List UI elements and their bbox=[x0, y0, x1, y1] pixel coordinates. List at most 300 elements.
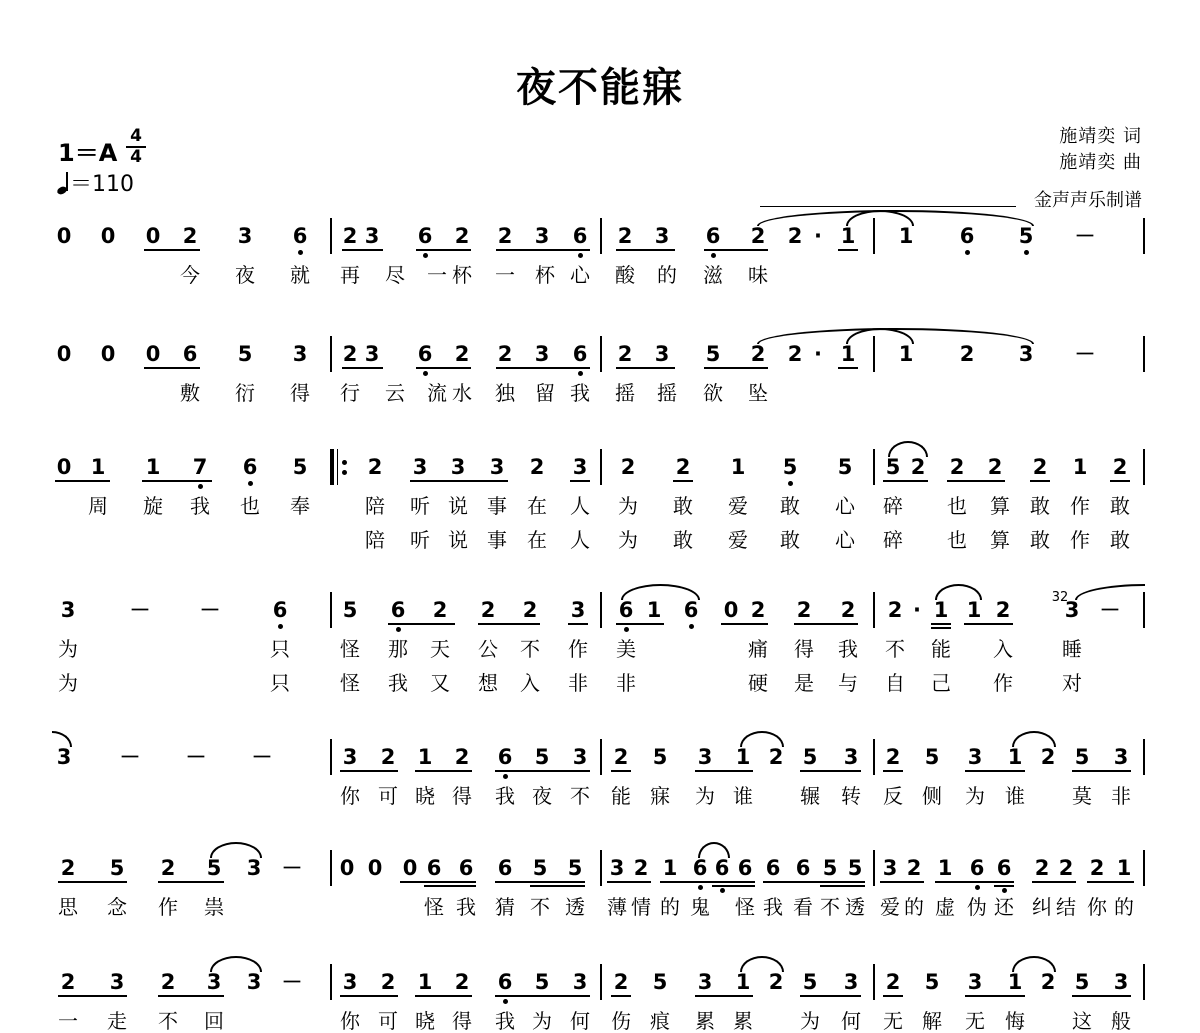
low-octave-dot bbox=[975, 885, 980, 890]
note-2: 2 bbox=[1040, 970, 1056, 994]
lyric-syllable: 薄 bbox=[607, 895, 627, 919]
underline-beam bbox=[570, 480, 590, 482]
note-5: 5 bbox=[652, 970, 668, 994]
slur-arc bbox=[740, 731, 784, 747]
underline-beam bbox=[55, 480, 110, 482]
note-1: 1 bbox=[90, 455, 106, 479]
note-2: 2 bbox=[497, 224, 513, 248]
underline-beam bbox=[838, 249, 858, 251]
lyric-syllable-verse2: 只 bbox=[270, 671, 290, 695]
note-1: 1 bbox=[662, 856, 678, 880]
lyric-syllable-verse2: 敢 bbox=[780, 528, 800, 552]
note-6: 6 bbox=[705, 224, 721, 248]
note-6: 6 bbox=[497, 745, 513, 769]
lyric-syllable: 我 bbox=[495, 784, 515, 808]
underline-beam bbox=[1072, 995, 1131, 997]
note-0: 0 bbox=[339, 856, 355, 880]
note-3: 3 bbox=[1113, 970, 1129, 994]
bar-line bbox=[1143, 739, 1145, 775]
lyric-syllable: 还 bbox=[994, 895, 1014, 919]
tie-in-arc bbox=[52, 731, 72, 747]
lyric-syllable: 不 bbox=[570, 784, 590, 808]
bar-line bbox=[330, 218, 332, 254]
lyric-syllable: 留 bbox=[535, 381, 555, 405]
note-2: 2 bbox=[620, 455, 636, 479]
note-2: 2 bbox=[633, 856, 649, 880]
note-2: 2 bbox=[885, 745, 901, 769]
note-0: 0 bbox=[723, 598, 739, 622]
lyric-syllable-verse2: 又 bbox=[430, 671, 450, 695]
note-5: 5 bbox=[237, 342, 253, 366]
underline-beam bbox=[158, 995, 224, 997]
note-2: 2 bbox=[342, 224, 358, 248]
bar-line bbox=[873, 850, 875, 886]
underline-beam bbox=[568, 623, 588, 625]
note-2: 2 bbox=[750, 598, 766, 622]
note-3: 3 bbox=[364, 224, 380, 248]
note-1: 1 bbox=[840, 224, 856, 248]
double-underline-beam bbox=[424, 885, 476, 887]
note-2: 2 bbox=[949, 455, 965, 479]
note-3: 3 bbox=[292, 342, 308, 366]
bar-line bbox=[1143, 336, 1145, 372]
underline-beam bbox=[144, 249, 200, 251]
note-5: 5 bbox=[705, 342, 721, 366]
bar-line bbox=[600, 739, 602, 775]
note-2: 2 bbox=[613, 970, 629, 994]
note-1: 1 bbox=[937, 856, 953, 880]
underline-beam bbox=[800, 995, 861, 997]
slur-arc bbox=[210, 842, 262, 858]
lyric-syllable: 就 bbox=[290, 263, 310, 287]
lyric-syllable-verse2: 硬 bbox=[748, 671, 768, 695]
note-5: 5 bbox=[109, 856, 125, 880]
low-octave-dot bbox=[423, 371, 428, 376]
lyric-syllable: 我 bbox=[190, 494, 210, 518]
underline-beam bbox=[144, 367, 200, 369]
underline-beam bbox=[495, 770, 590, 772]
note-3: 3 bbox=[534, 224, 550, 248]
lyric-syllable: 走 bbox=[107, 1009, 127, 1033]
lyric-syllable-verse2: 入 bbox=[520, 671, 540, 695]
note-1: 1 bbox=[417, 970, 433, 994]
lyric-syllable: 晓 bbox=[415, 784, 435, 808]
note-2: 2 bbox=[454, 745, 470, 769]
underline-beam bbox=[763, 881, 865, 883]
lyric-syllable: 痕 bbox=[650, 1009, 670, 1033]
bar-line bbox=[873, 449, 875, 485]
meter-top: 4 bbox=[130, 126, 142, 146]
note-3: 3 bbox=[609, 856, 625, 880]
note-2: 2 bbox=[60, 970, 76, 994]
lyric-syllable: 心 bbox=[835, 494, 855, 518]
low-octave-dot bbox=[720, 888, 725, 893]
lyric-syllable: 旋 bbox=[143, 494, 163, 518]
note-1: 1 bbox=[1072, 455, 1088, 479]
lyric-syllable: 能 bbox=[611, 784, 631, 808]
lyric-syllable: 怪 bbox=[735, 895, 755, 919]
lyric-syllable: 我 bbox=[838, 637, 858, 661]
lyric-syllable: 酸 bbox=[615, 263, 635, 287]
lyric-syllable: 回 bbox=[204, 1009, 224, 1033]
lyric-syllable: 周 bbox=[88, 494, 108, 518]
low-octave-dot bbox=[578, 253, 583, 258]
lyric-syllable: 心 bbox=[570, 263, 590, 287]
slur-arc bbox=[740, 956, 784, 972]
underline-beam bbox=[935, 881, 1014, 883]
note-2: 2 bbox=[750, 342, 766, 366]
slur-arc bbox=[210, 956, 262, 972]
bar-line bbox=[1143, 964, 1145, 1000]
lyric-syllable: 这 bbox=[1072, 1009, 1092, 1033]
note-3: 3 bbox=[654, 342, 670, 366]
note-1: 1 bbox=[646, 598, 662, 622]
bar-line bbox=[330, 964, 332, 1000]
double-underline-beam bbox=[994, 885, 1014, 887]
tie-out-arc bbox=[1075, 584, 1145, 600]
lyric-syllable: 为 bbox=[58, 637, 78, 661]
lyric-syllable: 累 bbox=[695, 1009, 715, 1033]
note-0: 0 bbox=[145, 224, 161, 248]
low-octave-dot bbox=[396, 627, 401, 632]
lyric-syllable-verse2: 与 bbox=[838, 671, 858, 695]
underline-beam bbox=[495, 881, 585, 883]
underline-beam bbox=[721, 623, 768, 625]
bar-line bbox=[1143, 218, 1145, 254]
lyric-syllable: 说 bbox=[448, 494, 468, 518]
note-1: 1 bbox=[933, 598, 949, 622]
lyric-syllable: 敢 bbox=[780, 494, 800, 518]
lyric-syllable: 为 bbox=[532, 1009, 552, 1033]
slur-arc bbox=[1012, 956, 1056, 972]
note-5: 5 bbox=[342, 598, 358, 622]
lyric-syllable: 敢 bbox=[673, 494, 693, 518]
lyric-syllable: 我 bbox=[763, 895, 783, 919]
note-5: 5 bbox=[292, 455, 308, 479]
note-5: 5 bbox=[1018, 224, 1034, 248]
lyric-syllable-verse2: 为 bbox=[618, 528, 638, 552]
underline-beam bbox=[660, 881, 755, 883]
bar-line bbox=[873, 964, 875, 1000]
note-0: 0 bbox=[402, 856, 418, 880]
lyric-syllable: 作 bbox=[158, 895, 178, 919]
low-octave-dot bbox=[198, 484, 203, 489]
lyric-syllable: 云 bbox=[385, 381, 405, 405]
note-2: 2 bbox=[454, 224, 470, 248]
underline-beam bbox=[415, 770, 472, 772]
note-6: 6 bbox=[714, 856, 730, 880]
low-octave-dot bbox=[624, 627, 629, 632]
note-6: 6 bbox=[426, 856, 442, 880]
note-3: 3 bbox=[237, 224, 253, 248]
note-2: 2 bbox=[454, 342, 470, 366]
lyric-syllable: 结 bbox=[1056, 895, 1076, 919]
lyric-syllable: 奉 bbox=[290, 494, 310, 518]
lyric-syllable: 伪 bbox=[967, 895, 987, 919]
note-0: 0 bbox=[100, 342, 116, 366]
note-2: 2 bbox=[454, 970, 470, 994]
note-6: 6 bbox=[182, 342, 198, 366]
note-2: 2 bbox=[160, 970, 176, 994]
lyric-syllable-verse2: 心 bbox=[835, 528, 855, 552]
lyric-syllable: 般 bbox=[1111, 1009, 1131, 1033]
grace-notes: 32 bbox=[1051, 590, 1069, 605]
lyric-syllable: 得 bbox=[290, 381, 310, 405]
low-octave-dot bbox=[1024, 250, 1029, 255]
lyric-syllable: 反 bbox=[883, 784, 903, 808]
note-3: 3 bbox=[697, 745, 713, 769]
note-2: 2 bbox=[675, 455, 691, 479]
underline-beam bbox=[838, 367, 858, 369]
note-5: 5 bbox=[532, 856, 548, 880]
note-5: 5 bbox=[534, 970, 550, 994]
note-3: 3 bbox=[109, 970, 125, 994]
engraver-credit: 金声声乐制谱 bbox=[1034, 190, 1142, 211]
header-rule bbox=[760, 206, 1016, 207]
note-1: 1 bbox=[145, 455, 161, 479]
note-3: 3 bbox=[342, 745, 358, 769]
note-2: 2 bbox=[432, 598, 448, 622]
note-6: 6 bbox=[959, 224, 975, 248]
bar-line bbox=[600, 592, 602, 628]
lyric-syllable-verse2: 事 bbox=[487, 528, 507, 552]
lyric-syllable: 谁 bbox=[1005, 784, 1025, 808]
lyric-syllable: 可 bbox=[378, 784, 398, 808]
note-5: 5 bbox=[924, 745, 940, 769]
note-6: 6 bbox=[572, 224, 588, 248]
sustain-dash: － bbox=[281, 970, 303, 994]
note-2: 2 bbox=[613, 745, 629, 769]
lyric-syllable: 今 bbox=[180, 263, 200, 287]
lyric-syllable: 寐 bbox=[650, 784, 670, 808]
lyric-syllable: 悔 bbox=[1005, 1009, 1025, 1033]
lyricist-credit: 施靖奕 词 bbox=[1059, 126, 1142, 147]
lyric-syllable-verse2: 敢 bbox=[673, 528, 693, 552]
note-6: 6 bbox=[765, 856, 781, 880]
underline-beam bbox=[58, 881, 127, 883]
note-3: 3 bbox=[1018, 342, 1034, 366]
note-2: 2 bbox=[995, 598, 1011, 622]
lyric-syllable: 也 bbox=[947, 494, 967, 518]
lyric-syllable: 不 bbox=[885, 637, 905, 661]
underline-beam bbox=[478, 623, 540, 625]
lyric-syllable-verse2: 人 bbox=[570, 528, 590, 552]
double-underline-beam bbox=[712, 885, 755, 887]
lyric-syllable-verse2: 也 bbox=[947, 528, 967, 552]
lyric-syllable: 何 bbox=[570, 1009, 590, 1033]
note-3: 3 bbox=[450, 455, 466, 479]
lyric-syllable-verse2: 听 bbox=[410, 528, 430, 552]
underline-beam bbox=[158, 881, 224, 883]
repeat-thin-line bbox=[337, 449, 338, 485]
underline-beam bbox=[616, 249, 675, 251]
note-3: 3 bbox=[572, 745, 588, 769]
note-2: 2 bbox=[1034, 856, 1050, 880]
lyric-syllable: 无 bbox=[965, 1009, 985, 1033]
lyric-syllable-verse2: 作 bbox=[1070, 528, 1090, 552]
note-6: 6 bbox=[572, 342, 588, 366]
underline-beam bbox=[495, 995, 590, 997]
note-2: 2 bbox=[1089, 856, 1105, 880]
note-5: 5 bbox=[206, 856, 222, 880]
note-5: 5 bbox=[534, 745, 550, 769]
lyric-syllable-verse2: 碎 bbox=[883, 528, 903, 552]
note-2: 2 bbox=[787, 342, 803, 366]
lyric-syllable-verse2: 为 bbox=[58, 671, 78, 695]
low-octave-dot bbox=[503, 999, 508, 1004]
note-5: 5 bbox=[1074, 745, 1090, 769]
underline-beam bbox=[416, 249, 471, 251]
underline-beam bbox=[607, 881, 651, 883]
tempo-value: ＝110 bbox=[70, 172, 134, 197]
lyric-syllable: 的 bbox=[657, 263, 677, 287]
lyric-syllable-verse2: 说 bbox=[448, 528, 468, 552]
note-3: 3 bbox=[572, 455, 588, 479]
lyric-syllable: 一 bbox=[58, 1009, 78, 1033]
note-3: 3 bbox=[364, 342, 380, 366]
note-1: 1 bbox=[735, 745, 751, 769]
note-3: 3 bbox=[412, 455, 428, 479]
augmentation-dot: · bbox=[814, 224, 822, 248]
bar-line bbox=[873, 739, 875, 775]
lyric-syllable: 只 bbox=[270, 637, 290, 661]
underline-beam bbox=[340, 770, 398, 772]
underline-beam bbox=[400, 881, 476, 883]
note-2: 2 bbox=[887, 598, 903, 622]
note-2: 2 bbox=[497, 342, 513, 366]
lyric-syllable: 美 bbox=[616, 637, 636, 661]
low-octave-dot bbox=[423, 253, 428, 258]
note-1: 1 bbox=[898, 342, 914, 366]
note-2: 2 bbox=[768, 970, 784, 994]
lyric-syllable: 解 bbox=[922, 1009, 942, 1033]
underline-beam bbox=[342, 249, 383, 251]
note-6: 6 bbox=[692, 856, 708, 880]
sustain-dash: － bbox=[185, 745, 207, 769]
lyric-syllable: 天 bbox=[430, 637, 450, 661]
low-octave-dot bbox=[965, 250, 970, 255]
lyric-syllable: 透 bbox=[845, 895, 865, 919]
note-6: 6 bbox=[390, 598, 406, 622]
lyric-syllable: 事 bbox=[487, 494, 507, 518]
underline-beam bbox=[340, 995, 398, 997]
lyric-syllable: 侧 bbox=[922, 784, 942, 808]
sustain-dash: － bbox=[1099, 598, 1121, 622]
lyric-syllable: 不 bbox=[520, 637, 540, 661]
lyric-syllable-verse2: 作 bbox=[993, 671, 1013, 695]
lyric-syllable: 那 bbox=[388, 637, 408, 661]
time-signature bbox=[126, 128, 146, 166]
lyric-syllable: 念 bbox=[107, 895, 127, 919]
lyric-syllable: 猜 bbox=[495, 895, 515, 919]
note-5: 5 bbox=[885, 455, 901, 479]
note-2: 2 bbox=[342, 342, 358, 366]
lyric-syllable: 的 bbox=[660, 895, 680, 919]
lyric-syllable: 祟 bbox=[204, 895, 224, 919]
note-2: 2 bbox=[787, 224, 803, 248]
note-2: 2 bbox=[617, 224, 633, 248]
note-1: 1 bbox=[735, 970, 751, 994]
lyric-syllable: 怪 bbox=[340, 637, 360, 661]
note-6: 6 bbox=[497, 970, 513, 994]
bar-line bbox=[600, 964, 602, 1000]
lyric-syllable-verse2: 敢 bbox=[1110, 528, 1130, 552]
bar-line bbox=[330, 739, 332, 775]
lyric-syllable: 流 bbox=[427, 381, 447, 405]
lyric-syllable: 得 bbox=[794, 637, 814, 661]
underline-beam bbox=[611, 995, 631, 997]
augmentation-dot: · bbox=[913, 598, 921, 622]
lyric-syllable: 陪 bbox=[365, 494, 385, 518]
lyric-syllable: 味 bbox=[748, 263, 768, 287]
lyric-syllable-verse2: 是 bbox=[794, 671, 814, 695]
underline-beam bbox=[695, 770, 753, 772]
bar-line bbox=[330, 336, 332, 372]
tempo-mark bbox=[56, 167, 134, 198]
lyric-syllable: 辗 bbox=[800, 784, 820, 808]
note-3: 3 bbox=[697, 970, 713, 994]
lyric-syllable: 我 bbox=[456, 895, 476, 919]
lyric-syllable: 一 bbox=[427, 263, 447, 287]
underline-beam bbox=[931, 623, 951, 625]
note-7: 7 bbox=[192, 455, 208, 479]
underline-beam bbox=[965, 995, 1025, 997]
underline-beam bbox=[142, 480, 212, 482]
lyric-syllable-verse2: 对 bbox=[1062, 671, 1082, 695]
lyric-syllable: 作 bbox=[1070, 494, 1090, 518]
bar-line bbox=[600, 449, 602, 485]
note-3: 3 bbox=[60, 598, 76, 622]
note-3: 3 bbox=[967, 970, 983, 994]
low-octave-dot bbox=[1002, 888, 1007, 893]
note-1: 1 bbox=[417, 745, 433, 769]
note-3: 3 bbox=[342, 970, 358, 994]
note-2: 2 bbox=[529, 455, 545, 479]
lyric-syllable: 伤 bbox=[611, 1009, 631, 1033]
lyric-syllable: 独 bbox=[495, 381, 515, 405]
note-3: 3 bbox=[56, 745, 72, 769]
repeat-dot bbox=[342, 460, 347, 465]
bar-line bbox=[1143, 449, 1145, 485]
lyric-syllable: 敢 bbox=[1110, 494, 1130, 518]
note-5: 5 bbox=[782, 455, 798, 479]
note-5: 5 bbox=[847, 856, 863, 880]
composer-credit: 施靖奕 曲 bbox=[1059, 152, 1142, 173]
lyric-syllable: 可 bbox=[378, 1009, 398, 1033]
double-underline-beam bbox=[820, 885, 865, 887]
low-octave-dot bbox=[689, 624, 694, 629]
lyric-syllable: 得 bbox=[452, 784, 472, 808]
lyric-syllable: 怪 bbox=[424, 895, 444, 919]
key-signature: 1＝A bbox=[58, 139, 118, 167]
note-5: 5 bbox=[652, 745, 668, 769]
underline-beam bbox=[496, 249, 590, 251]
lyric-syllable-verse2: 非 bbox=[568, 671, 588, 695]
lyric-syllable: 的 bbox=[1114, 895, 1134, 919]
low-octave-dot bbox=[788, 481, 793, 486]
note-2: 2 bbox=[959, 342, 975, 366]
lyric-syllable-verse2: 爱 bbox=[728, 528, 748, 552]
slur-arc bbox=[888, 441, 928, 457]
lyric-syllable: 情 bbox=[631, 895, 651, 919]
lyric-syllable: 也 bbox=[240, 494, 260, 518]
lyric-syllable: 水 bbox=[452, 381, 472, 405]
lyric-syllable: 纠 bbox=[1032, 895, 1052, 919]
lyric-syllable: 你 bbox=[340, 784, 360, 808]
note-2: 2 bbox=[906, 856, 922, 880]
underline-beam bbox=[695, 995, 753, 997]
lyric-syllable: 敢 bbox=[1030, 494, 1050, 518]
